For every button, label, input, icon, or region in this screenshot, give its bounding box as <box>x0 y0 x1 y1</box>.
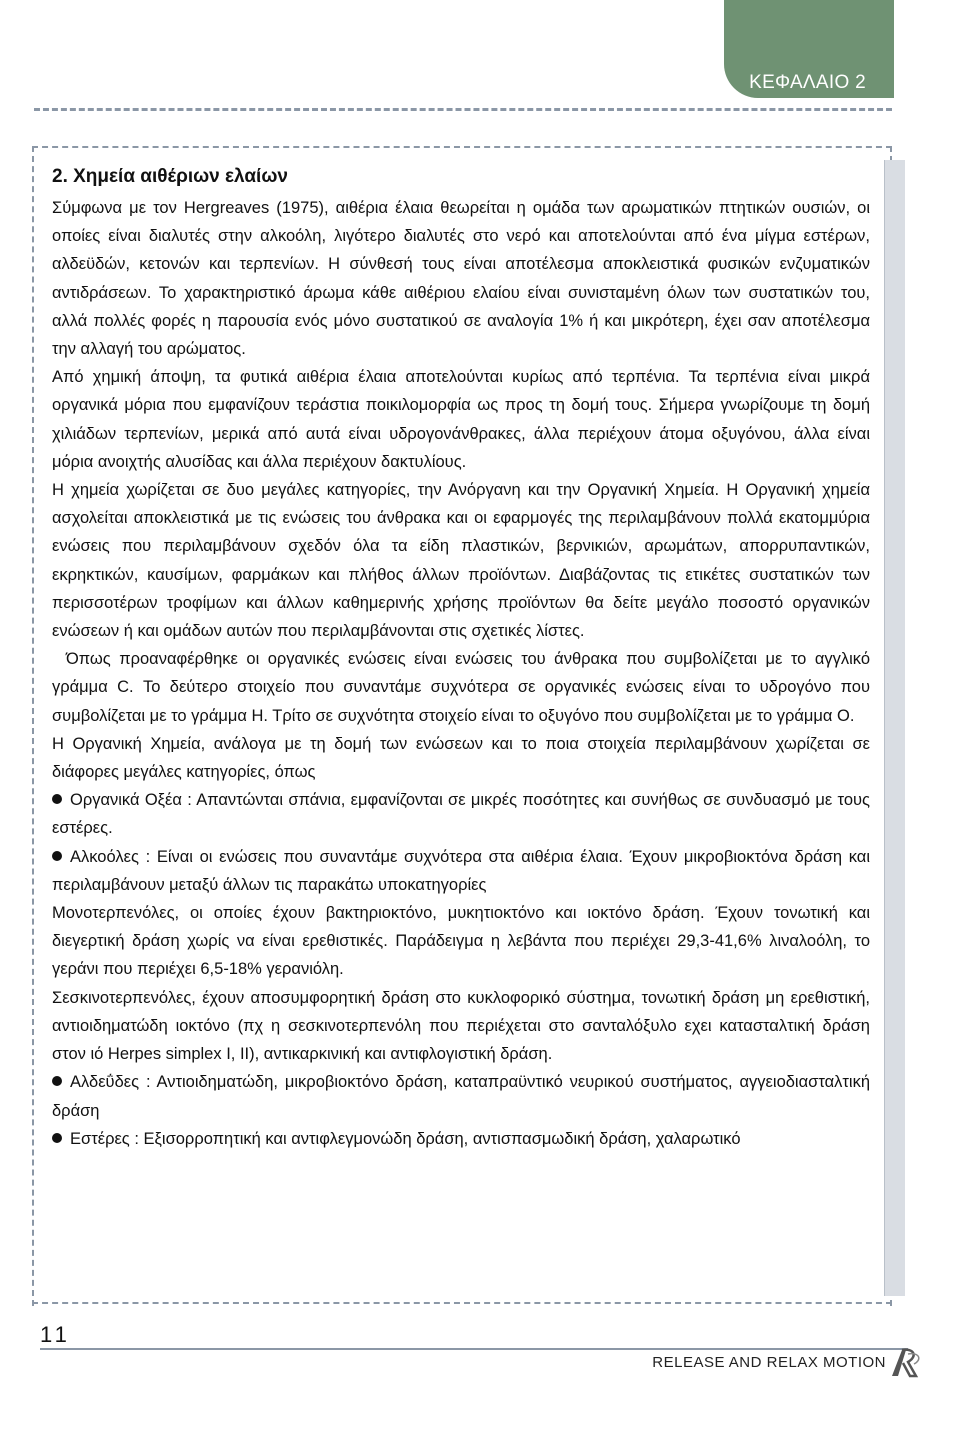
chapter-tab <box>724 0 894 98</box>
bullet-icon <box>52 851 62 861</box>
sub-paragraph: Μονοτερπενόλες, οι οποίες έχουν βακτηριοκτόνο, μυκητιοκτόνο και ιοκτόνο δράση. Έχουν τονωτική και διεγερτική δράση χωρίς να είναι ερεθιστικές. Παράδειγμα η λεβάντα που περιέχει 29,3-41,6% λιναλοόλη, το γεράνι που περιέχει 6,5-18% γερανιόλη. <box>52 904 870 979</box>
bullet-text: Εστέρες : Εξισορροπητική και αντιφλεγμονώδη δράση, αντισπασμωδική δράση, χαλαρωτικό <box>70 1129 741 1148</box>
side-decorative-bar <box>884 160 905 1296</box>
paragraph: Η Οργανική Χημεία, ανάλογα με τη δομή των ενώσεων και το ποια στοιχεία περιλαμβάνουν χωρίζεται σε διάφορες μεγάλες κατηγορίες, όπως <box>52 734 870 782</box>
content-frame-left <box>32 146 34 1306</box>
chapter-label: ΚΕΦΑΛΑΙΟ 2 <box>749 72 866 93</box>
bullet-text: Αλκοόλες : Είναι οι ενώσεις που συναντάμε συχνότερα στα αιθέρια έλαια. Έχουν μικροβιοκτόνα δράση και περιλαμβάνουν μεταξύ άλλων τις παρακάτω υποκατηγορίες <box>52 847 870 894</box>
section-title: 2. Χημεία αιθέριων ελαίων <box>52 166 288 187</box>
paragraph: Η χημεία χωρίζεται σε δυο μεγάλες κατηγορίες, την Ανόργανη και την Οργανική Χημεία. Η Οργανική χημεία ασχολείται αποκλειστικά με τις ενώσεις του άνθρακα και οι εφαρμογές της περιλαμβάνουν πολλά εκατομμύρια ενώσεις που περιλαμβάνουν σχεδόν όλα τα είδη πλαστικών, βερνικιών, αρωμάτων, απορρυπαντικών, εκρηκτικών, καυσίμων, φαρμάκων και πλήθος άλλων προϊόντων. Διαβάζοντας τις ετικέτες συστατικών των περισσοτέρων τροφίμων και άλλων καθημερινής χρήσης προϊόντων θα δείτε μεγάλο ποσοστό οργανικών ενώσεων ή και ομάδων αυτών που περιλαμβάνονται στις σχετικές λίστες. <box>52 481 870 641</box>
content-frame-bottom <box>32 1302 892 1304</box>
paragraph: Όπως προαναφέρθηκε οι οργανικές ενώσεις είναι ενώσεις του άνθρακα που συμβολίζεται με το αγγλικό γράμμα C. Το δεύτερο στοιχείο που συναντάμε συχνότερα σε οργανικές ενώσεις είναι το υδρογόνο που συμβολίζεται με το γράμμα Η. Τρίτο σε συχνότητα στοιχείο είναι το οξυγόνο που συμβολίζεται με το γράμμα Ο. <box>52 650 870 725</box>
header-dashed-divider <box>34 108 892 111</box>
bullet-icon <box>52 794 62 804</box>
footer-divider <box>40 1348 908 1350</box>
bullet-icon <box>52 1133 62 1143</box>
sub-paragraph: Σεσκινοτερπενόλες, έχουν αποσυμφορητική δράση στο κυκλοφορικό σύστημα, τονωτική δράση μη ερεθιστική, αντιοιδηματώδη ιοκτόνο (πχ η σεσκινοτερπενόλη που περιέχεται στο σανταλόξυλο εχει κατασταλτική δράση στον ιό Herpes simplex I, II), αντικαρκινική και αντιφλογιστική δράση. <box>52 988 870 1064</box>
bullet-text: Οργανικά Οξέα : Απαντώνται σπάνια, εμφανίζονται σε μικρές ποσότητες και συνήθως σε συνδυασμό με τους εστέρες. <box>52 791 870 838</box>
bullet-item <box>52 1125 870 1153</box>
bullet-item <box>52 843 870 899</box>
footer-brand: RELEASE AND RELAX MOTION <box>652 1354 886 1371</box>
bullet-text: Αλδεΰδες : Αντιοιδηματώδη, μικροβιοκτόνο δράση, καταπραϋντικό νευρικού συστήματος, αγγειοδιασταλτική δράση <box>52 1073 870 1120</box>
bullet-item <box>52 786 870 842</box>
paragraph: Σύμφωνα με τον Hergreaves (1975), αιθέρια έλαια θεωρείται η ομάδα των αρωματικών πτητικών ουσιών, οι οποίες είναι διαλυτές στην αλκοόλη, λιγότερο διαλυτές στο νερό και αποτελούνται από ένα μίγμα εστέρων, αλδεϋδών, κετονών και τερπενίων. Η σύνθεσή τους είναι αποτέλεσμα αποκλειστικά φυσικών ενζυματικών αντιδράσεων. Το χαρακτηριστικό άρωμα κάθε αιθέριου ελαίου είναι συνισταμένη όλων των συστατικών του, αλλά πολλές φορές η παρουσία ενός μόνο συστατικού σε αναλογία 1% ή και μικρότερη, έχει σαν αποτέλεσμα την αλλαγή του αρώματος. <box>52 199 870 359</box>
paragraph: Από χημική άποψη, τα φυτικά αιθέρια έλαια αποτελούνται κυρίως από τερπένια. Τα τερπένια είναι μικρά οργανικά μόρια που εμφανίζουν τεράστια ποικιλομορφία ως προς τη δομή τους. Σήμερα γνωρίζουμε τη δομή χιλιάδων τερπενίων, μερικά από αυτά είναι υδρογονάνθρακες, άλλα περιέχουν άτομα οξυγόνου, άλλα είναι μόρια ανοιχτής αλυσίδας και άλλα περιέχουν δακτυλίους. <box>52 368 870 471</box>
bullet-icon <box>52 1076 62 1086</box>
bullet-item <box>52 1068 870 1124</box>
page-number: 11 <box>40 1322 71 1347</box>
page-content <box>52 160 870 1153</box>
brand-logo-icon <box>888 1346 924 1380</box>
